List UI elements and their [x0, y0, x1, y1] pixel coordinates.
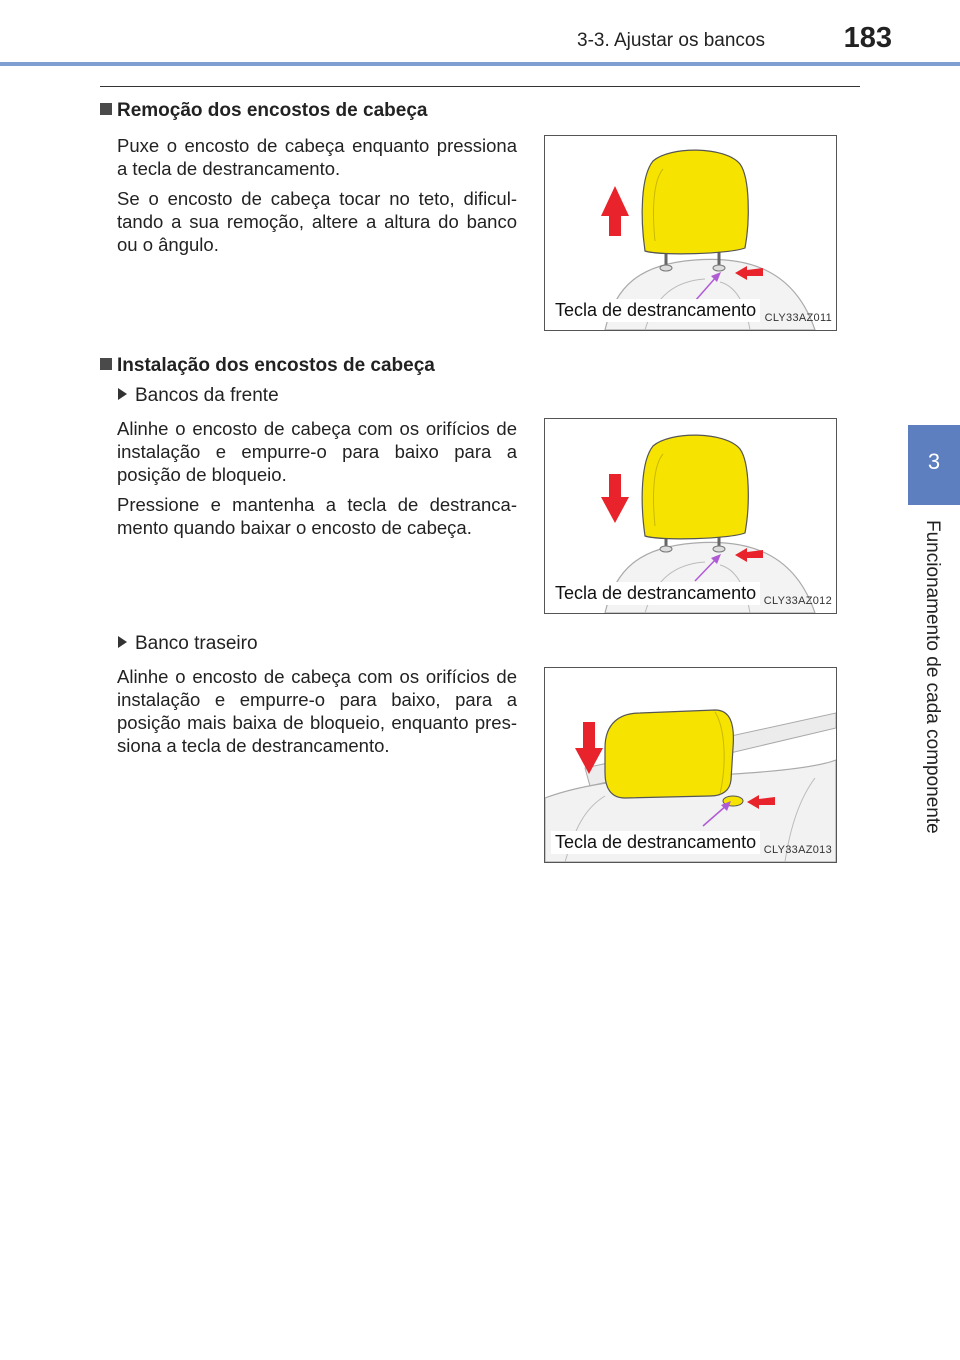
removal-heading [100, 100, 427, 122]
install-heading [100, 355, 435, 377]
removal-paragraph-2: Se o encosto de cabeça tocar no teto, dificul-tando a sua remoção, altere a altura do banco ou o ângulo. [117, 188, 517, 255]
install-heading-text: Instalação dos encostos de cabeça [117, 355, 435, 376]
figure-removal [544, 135, 837, 331]
rear-paragraph-1: Alinhe o encosto de cabeça com os orifícios de instalação e empurre-o para baixo, para a posição mais baixa de bloqueio, enquanto pres-siona a tecla de destrancamento. [117, 666, 517, 756]
triangle-bullet-icon [118, 636, 127, 648]
section-title: 3-3. Ajustar os bancos [577, 30, 765, 51]
triangle-bullet-icon [118, 388, 127, 400]
chapter-number: 3 [927, 449, 941, 474]
rear-seat-subheading [118, 633, 258, 655]
square-bullet-icon [100, 358, 112, 370]
header-rule [0, 62, 960, 66]
removal-heading-text: Remoção dos encostos de cabeça [117, 100, 428, 121]
figure-removal-code: CLY33AZ011 [764, 312, 832, 324]
figure-rear-code: CLY33AZ013 [763, 844, 832, 856]
content-rule [100, 86, 860, 87]
front-seats-subheading [118, 385, 279, 407]
square-bullet-icon [100, 103, 112, 115]
front-paragraph-1: Alinhe o encosto de cabeça com os orifícios de instalação e empurre-o para baixo para a posição de bloqueio. [117, 418, 517, 485]
figure-front-label: Tecla de destrancamento [551, 582, 760, 605]
chapter-tab [908, 425, 960, 505]
figure-front [544, 418, 837, 614]
rear-seat-subheading-text: Banco traseiro [135, 633, 258, 654]
figure-removal-label: Tecla de destrancamento [551, 299, 760, 322]
removal-paragraph-1: Puxe o encosto de cabeça enquanto pressiona a tecla de destrancamento. [117, 135, 517, 179]
figure-front-code: CLY33AZ012 [763, 595, 832, 607]
page-number: 183 [843, 22, 892, 54]
figure-rear-label: Tecla de destrancamento [551, 831, 760, 854]
chapter-title: Funcionamento de cada componente [922, 520, 943, 834]
figure-rear [544, 667, 837, 863]
front-seats-subheading-text: Bancos da frente [135, 385, 279, 406]
front-paragraph-2: Pressione e mantenha a tecla de destranca-mento quando baixar o encosto de cabeça. [117, 494, 517, 538]
